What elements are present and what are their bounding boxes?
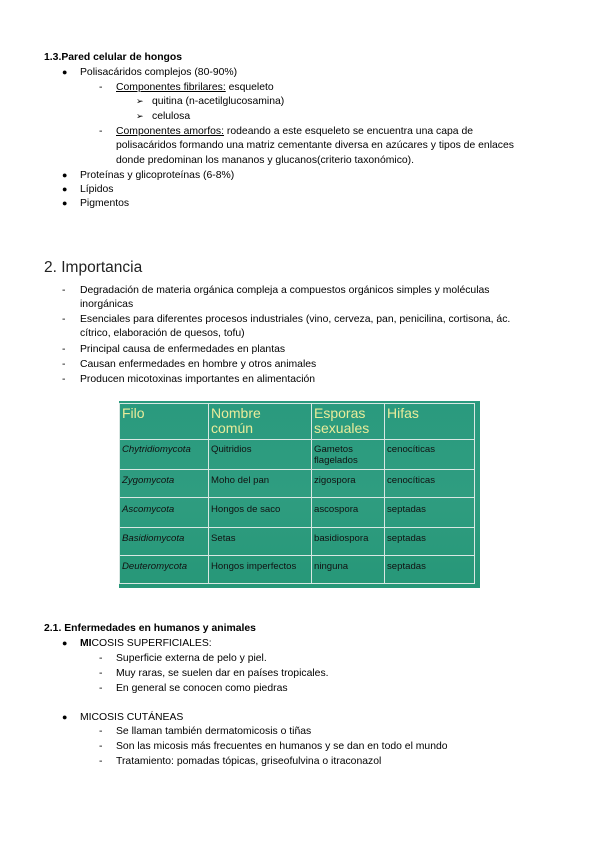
- table-cell: ninguna: [312, 556, 385, 584]
- dash-marker: -: [99, 756, 103, 767]
- item-text: rodeando a este esqueleto se encuentra una capa de: [224, 126, 474, 137]
- list-item: En general se conocen como piedras: [116, 683, 288, 694]
- list-item: Polisacáridos complejos (80-90%): [80, 67, 238, 78]
- fungi-table-image: [119, 401, 480, 588]
- table-cell: basidiospora: [312, 528, 385, 556]
- header-cell: Nombre común: [209, 404, 312, 440]
- list-item: Tratamiento: pomadas tópicas, griseofulvina o itraconazol: [116, 756, 382, 767]
- dash-marker: -: [62, 359, 66, 370]
- bullet-dot: ●: [62, 638, 68, 648]
- list-item-continuation: inorgánicas: [80, 299, 134, 310]
- dash-marker: -: [99, 126, 103, 137]
- table-cell: Ascomycota: [120, 498, 209, 528]
- list-item: Se llaman también dermatomicosis o tiñas: [116, 726, 312, 737]
- table-cell: Zygomycota: [120, 470, 209, 498]
- header-cell: Esporas sexuales: [312, 404, 385, 440]
- item-text: COSIS SUPERFICIALES:: [91, 638, 212, 649]
- table-cell: zigospora: [312, 470, 385, 498]
- list-item-continuation: donde predominan los mananos y glucanos(criterio taxonómico).: [116, 155, 415, 166]
- section-heading: 1.3.Pared celular de hongos: [44, 52, 183, 63]
- dash-marker: -: [62, 314, 66, 325]
- list-item: quitina (n-acetilglucosamina): [152, 96, 285, 107]
- table-row: [120, 498, 475, 528]
- dash-marker: -: [99, 726, 103, 737]
- table-cell: Hongos imperfectos: [209, 556, 312, 584]
- list-item: Superficie externa de pelo y piel.: [116, 653, 267, 664]
- dash-marker: -: [62, 374, 66, 385]
- table-cell: Hongos de saco: [209, 498, 312, 528]
- list-item: MICOSIS CUTÁNEAS: [80, 712, 184, 723]
- list-item: Proteínas y glicoproteínas (6-8%): [80, 170, 235, 181]
- list-item: Degradación de materia orgánica compleja a compuestos orgánicos simples y moléculas: [80, 285, 490, 296]
- table-cell: Quitridios: [209, 440, 312, 470]
- bullet-dot: ●: [62, 170, 68, 180]
- dash-marker: -: [62, 285, 66, 296]
- table-cell: cenocíticas: [385, 470, 475, 498]
- item-text: esqueleto: [225, 82, 274, 93]
- table-cell: Basidiomycota: [120, 528, 209, 556]
- header-cell: Hifas: [385, 404, 475, 440]
- bullet-dot: ●: [62, 198, 68, 208]
- list-item: [116, 125, 473, 138]
- dash-marker: -: [99, 653, 103, 664]
- dash-marker: -: [99, 668, 103, 679]
- list-item: Principal causa de enfermedades en plantas: [80, 344, 286, 355]
- arrow-marker: ➢: [136, 96, 144, 106]
- list-item: Causan enfermedades en hombre y otros animales: [80, 359, 317, 370]
- table-cell: Moho del pan: [209, 470, 312, 498]
- bold-prefix: MI: [80, 638, 92, 649]
- list-item: Pigmentos: [80, 198, 130, 209]
- table-cell: Gametos flagelados: [312, 440, 385, 470]
- list-item: [116, 81, 274, 94]
- bullet-dot: ●: [62, 712, 68, 722]
- fungi-table: [119, 403, 475, 584]
- dash-marker: -: [62, 344, 66, 355]
- underlined-label: Componentes fibrilares:: [116, 82, 226, 93]
- section-heading: 2.1. Enfermedades en humanos y animales: [44, 623, 256, 634]
- list-item: celulosa: [152, 111, 191, 122]
- section-heading: 2. Importancia: [44, 259, 143, 276]
- list-item: [80, 637, 212, 650]
- table-cell: Deuteromycota: [120, 556, 209, 584]
- bullet-dot: ●: [62, 67, 68, 77]
- list-item-continuation: polisacáridos formando una matriz cementante diversa en azúcares y tipos de enlaces: [116, 140, 514, 151]
- table-row: [120, 528, 475, 556]
- dash-marker: -: [99, 741, 103, 752]
- list-item: Esenciales para diferentes procesos industriales (vino, cerveza, pan, penicilina, cortisona, ác.: [80, 314, 511, 325]
- table-row: [120, 470, 475, 498]
- table-cell: ascospora: [312, 498, 385, 528]
- table-cell: septadas: [385, 556, 475, 584]
- dash-marker: -: [99, 82, 103, 93]
- list-item: Producen micotoxinas importantes en alimentación: [80, 374, 316, 385]
- table-cell: cenocíticas: [385, 440, 475, 470]
- bullet-dot: ●: [62, 184, 68, 194]
- list-item: Lípidos: [80, 184, 114, 195]
- header-cell: Filo: [120, 404, 209, 440]
- underlined-label: Componentes amorfos:: [116, 126, 225, 137]
- table-row: [120, 440, 475, 470]
- table-cell: Chytridiomycota: [120, 440, 209, 470]
- table-header-row: [120, 404, 475, 440]
- table-cell: septadas: [385, 528, 475, 556]
- arrow-marker: ➢: [136, 111, 144, 121]
- list-item-continuation: cítrico, elaboración de quesos, tofu): [80, 328, 245, 339]
- list-item: Son las micosis más frecuentes en humanos y se dan en todo el mundo: [116, 741, 448, 752]
- table-cell: septadas: [385, 498, 475, 528]
- dash-marker: -: [99, 683, 103, 694]
- list-item: Muy raras, se suelen dar en países tropicales.: [116, 668, 329, 679]
- table-row: [120, 556, 475, 584]
- table-cell: Setas: [209, 528, 312, 556]
